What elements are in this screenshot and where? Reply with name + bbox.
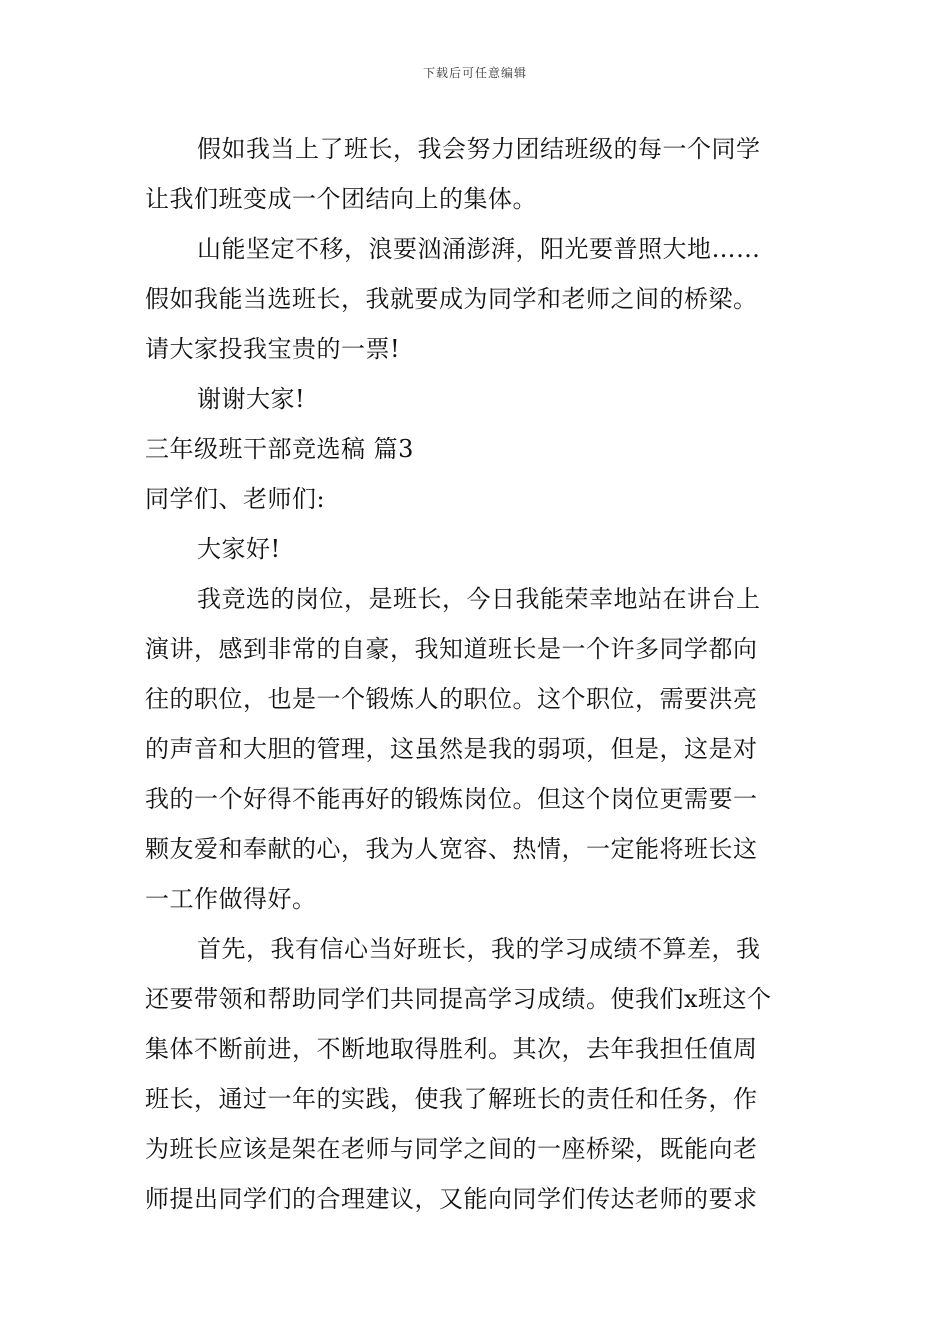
text-line: 一工作做得好。: [145, 885, 317, 913]
text-line: 谢谢大家!: [197, 385, 306, 413]
text-line: 我竞选的岗位，是班长，今日我能荣幸地站在讲台上: [197, 585, 761, 613]
text-line: 假如我能当选班长，我就要成为同学和老师之间的桥梁。: [145, 285, 758, 313]
text-line: 让我们班变成一个团结向上的集体。: [145, 185, 537, 213]
text-line: 山能坚定不移，浪要汹涌澎湃，阳光要普照大地……: [197, 235, 761, 263]
text-line: 请大家投我宝贵的一票!: [145, 335, 401, 363]
text-line: 班长，通过一年的实践，使我了解班长的责任和任务，作: [145, 1085, 758, 1113]
text-line: 往的职位，也是一个锻炼人的职位。这个职位，需要洪亮: [145, 685, 758, 713]
text-line: 还要带领和帮助同学们共同提高学习成绩。使我们x班这个: [145, 985, 772, 1013]
text-line: 首先，我有信心当好班长，我的学习成绩不算差，我: [197, 935, 761, 963]
page-header: 下载后可任意编辑: [422, 66, 527, 80]
text-line: 为班长应该是架在老师与同学之间的一座桥梁，既能向老: [145, 1135, 758, 1163]
text-line: 演讲，感到非常的自豪，我知道班长是一个许多同学都向: [145, 635, 758, 663]
text-line: 假如我当上了班长，我会努力团结班级的每一个同学: [197, 135, 761, 163]
salutation: 同学们、老师们:: [145, 485, 326, 513]
text-line: 师提出同学们的合理建议，又能向同学们传达老师的要求: [145, 1185, 758, 1213]
text-line: 颗友爱和奉献的心，我为人宽容、热情，一定能将班长这: [145, 835, 758, 863]
text-line: 集体不断前进，不断地取得胜利。其次，去年我担任值周: [145, 1035, 758, 1063]
text-line: 我的一个好得不能再好的锻炼岗位。但这个岗位更需要一: [145, 785, 758, 813]
section-heading: 三年级班干部竞选稿 篇3: [145, 435, 414, 463]
document-body: [145, 124, 810, 1224]
text-line: 的声音和大胆的管理，这虽然是我的弱项，但是，这是对: [145, 735, 758, 763]
greeting: 大家好!: [197, 535, 281, 563]
